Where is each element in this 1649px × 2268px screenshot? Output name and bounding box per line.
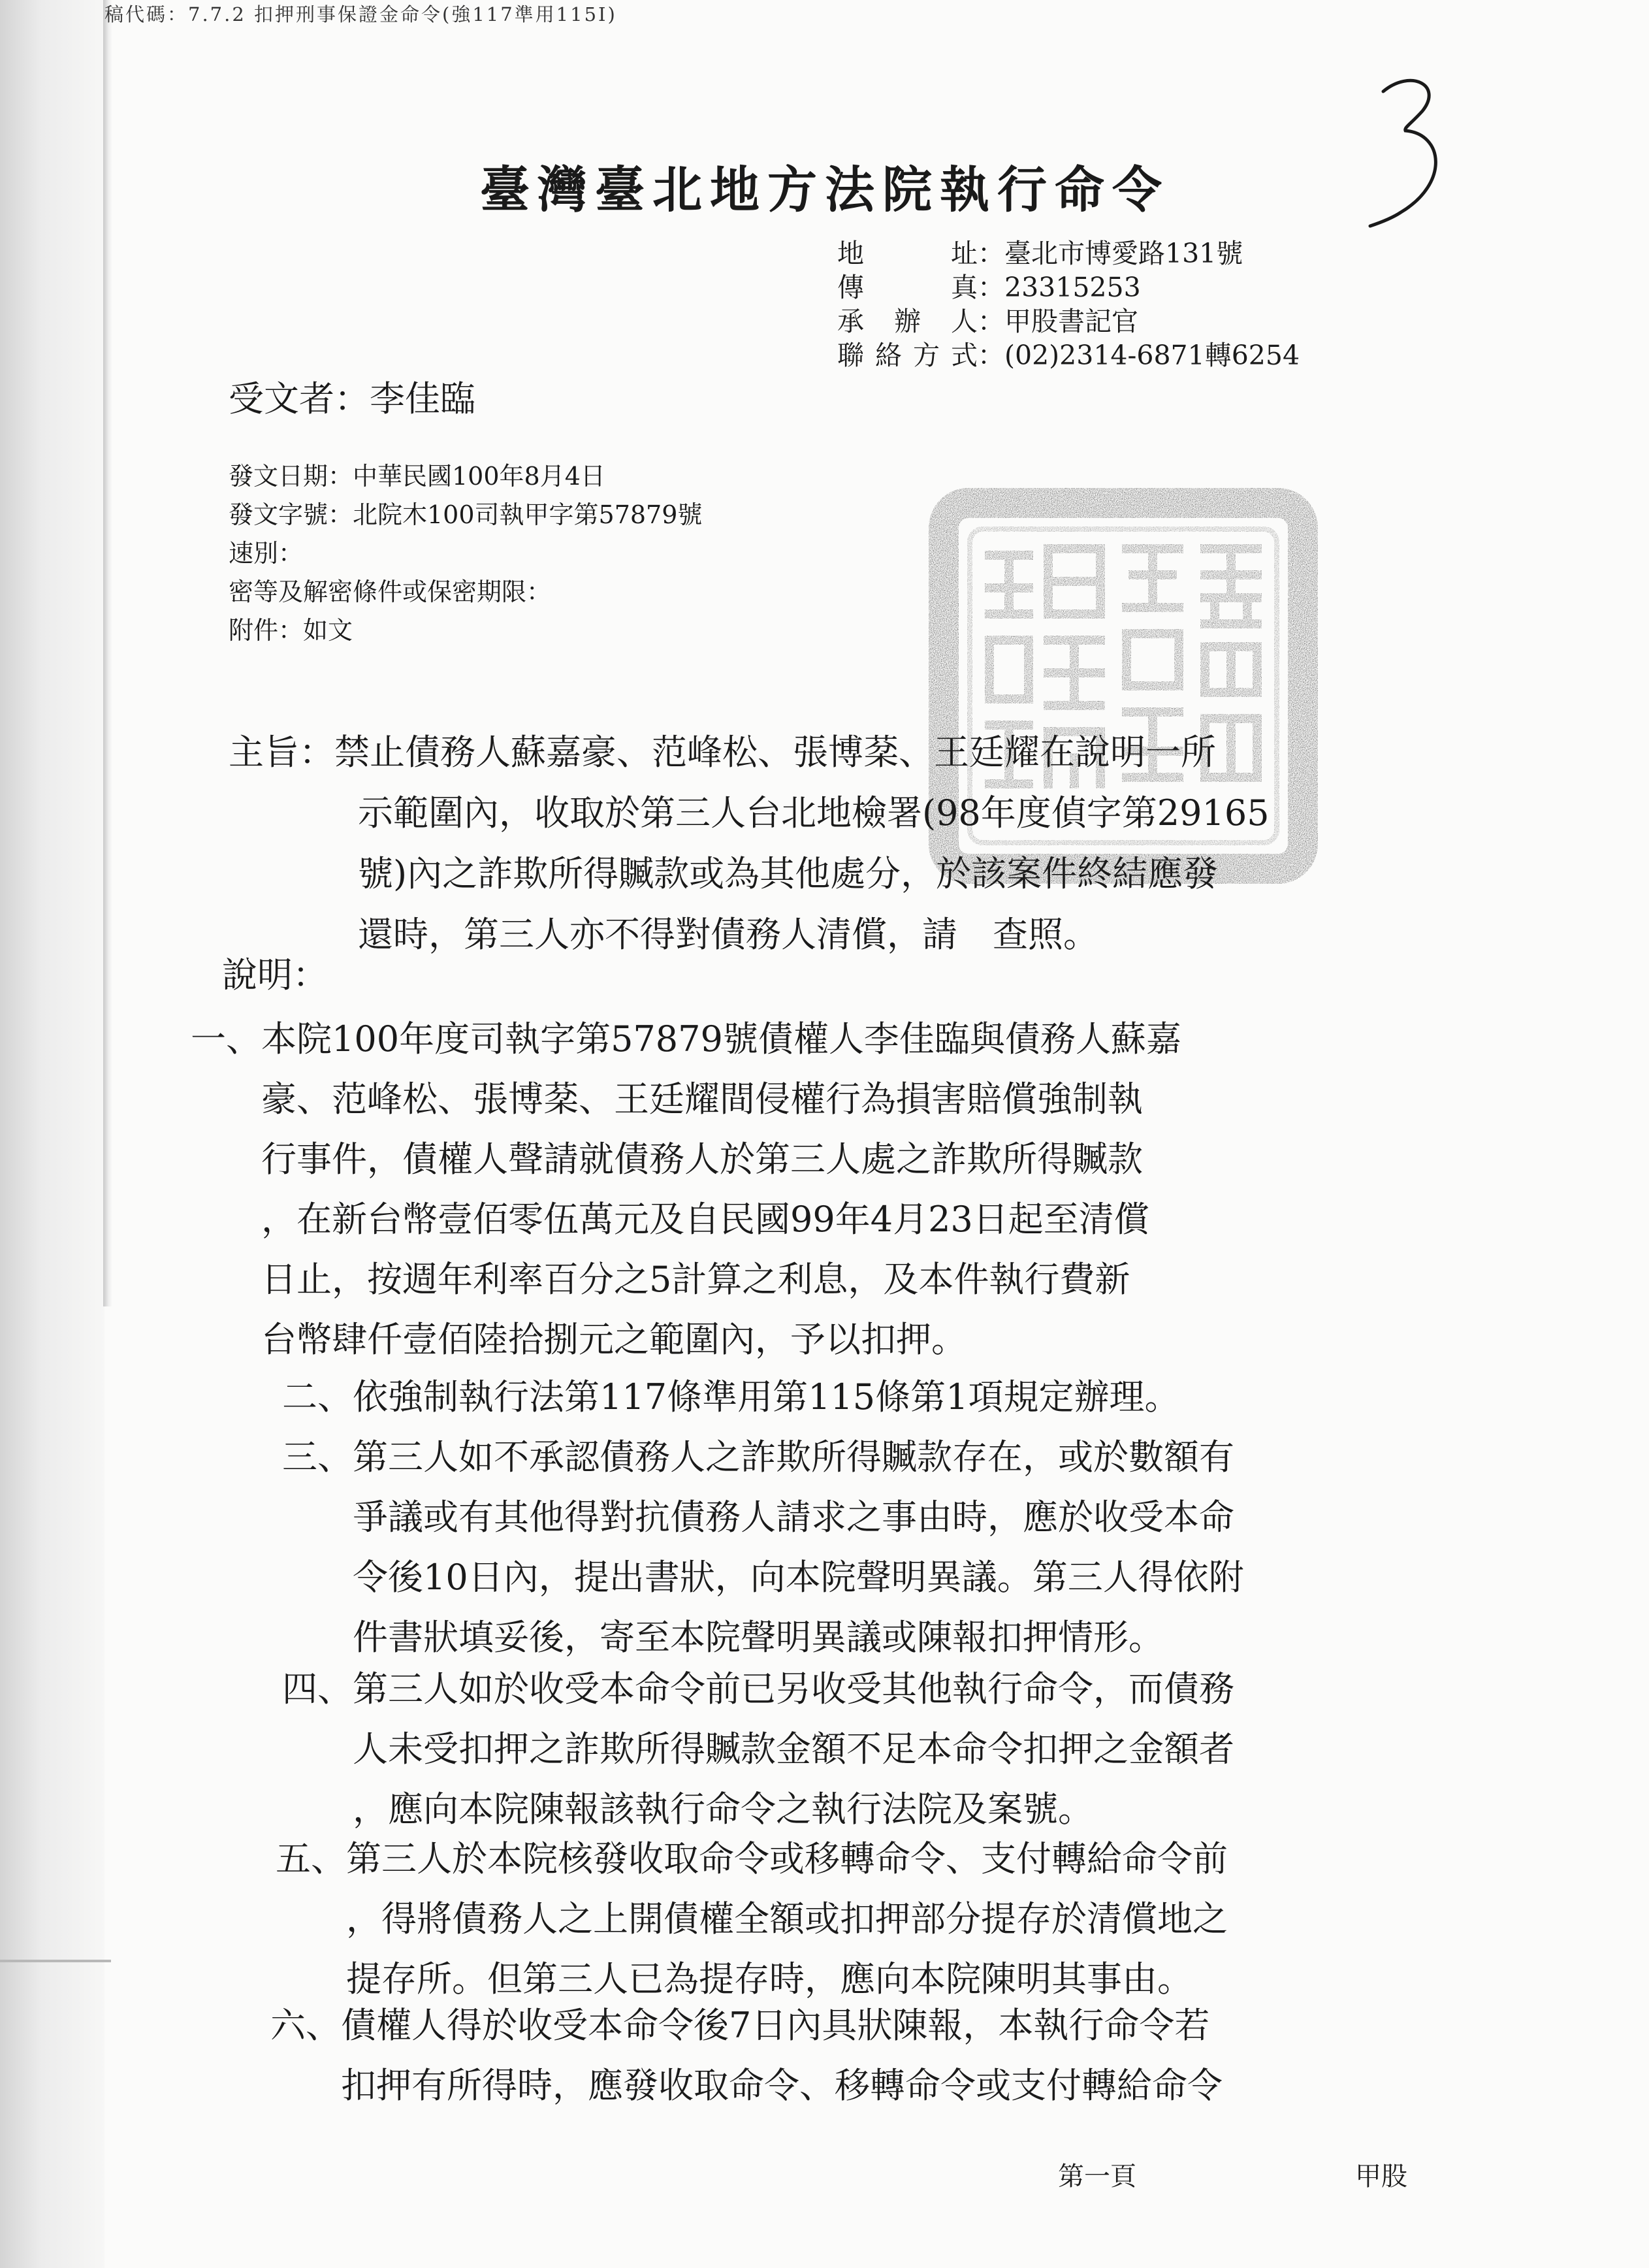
item-number: 五、 [276,1838,346,1879]
explanation-label: 說明： [222,954,328,996]
document-title: 臺灣臺北地方法院執行命令 [480,161,1170,219]
item-number: 三、 [282,1436,353,1478]
item-line: ，得將債務人之上開債權全額或扣押部分提存於清償地之 [346,1898,1228,1939]
item-line: ，在新台幣壹佰零伍萬元及自民國99年4月23日起至清償 [261,1199,1149,1240]
page-number: 第一頁 [1058,2162,1136,2192]
explanation-item-2 [282,1367,1180,1427]
contact-label: 地 址 [837,238,978,269]
secrecy-field: 密等及解密條件或保密期限： [229,577,552,606]
contact-fax-row: 傳 真：23315253 [837,272,1141,303]
recipient: 受文者：李佳臨 [229,378,475,419]
item-line: 人未受扣押之詐欺所得贓款金額不足本命令扣押之金額者 [353,1728,1234,1770]
metadata-block [229,457,702,650]
subject-line: 禁止債務人蘇嘉豪、范峰松、張博棻、王廷耀在說明一所 [334,732,1216,773]
contact-phone-row: 聯絡方式：(02)2314-6871轉6254 [837,340,1300,371]
contact-label: 承辦人 [837,306,978,337]
item-line: ，應向本院陳報該執行命令之執行法院及案號。 [353,1789,1093,1830]
item-number: 一、 [191,1018,261,1060]
item-line: 台幣肆仟壹佰陸拾捌元之範圍內，予以扣押。 [261,1319,967,1360]
subject-line: 還時，第三人亦不得對債務人清償，請 查照。 [358,914,1098,955]
item-line: 令後10日內，提出書狀，向本院聲明異議。第三人得依附 [353,1557,1244,1598]
contact-label: 傳 真 [837,272,978,303]
item-line: 第三人於本院核發收取命令或移轉命令、支付轉給命令前 [346,1838,1228,1879]
contact-label: 聯絡方式 [837,340,978,371]
subject-block [229,722,1270,965]
item-line: 提存所。但第三人已為提存時，應向本院陳明其事由。 [346,1958,1193,2000]
item-number: 二、 [282,1376,353,1418]
item-number: 四、 [282,1668,353,1709]
explanation-item-5 [276,1829,1228,2009]
attachment-field: 附件：如文 [229,616,353,645]
item-number: 六、 [270,2005,341,2046]
reference-number: 發文字號：北院木100司執甲字第57879號 [229,500,703,529]
contact-value: (02)2314-6871轉6254 [1004,340,1300,371]
item-line: 依強制執行法第117條準用第115條第1項規定辦理。 [353,1376,1180,1418]
explanation-item-1 [191,1009,1181,1370]
item-line: 第三人如於收受本命令前已另收受其他執行命令，而債務 [353,1668,1234,1709]
speed-field: 速別： [229,539,304,568]
item-line: 第三人如不承認債務人之詐欺所得贓款存在，或於數額有 [353,1436,1234,1478]
item-line: 爭議或有其他得對抗債務人請求之事由時，應於收受本命 [353,1497,1234,1538]
explanation-item-3 [282,1427,1244,1668]
page-fold-edge [103,0,112,1306]
item-line: 行事件，債權人聲請就債務人於第三人處之詐欺所得贓款 [261,1139,1143,1180]
contact-handler-row: 承辦人：甲股書記官 [837,306,1138,337]
contact-value: 甲股書記官 [1004,306,1138,337]
item-line: 扣押有所得時，應發收取命令、移轉命令或支付轉給命令 [341,2065,1223,2106]
page-fold-line [0,1960,111,1962]
binding-shadow [0,0,104,2268]
item-line: 債權人得於收受本命令後7日內具狀陳報，本執行命令若 [341,2005,1210,2046]
subject-line: 號)內之詐欺所得贓款或為其他處分，於該案件終結應發 [358,853,1219,894]
contact-block [837,236,1300,372]
contact-value: 23315253 [1004,272,1141,303]
subject-line: 示範圍內，收取於第三人台北地檢署(98年度偵字第29165 [358,792,1270,834]
item-line: 本院100年度司執字第57879號債權人李佳臨與債務人蘇嘉 [261,1018,1181,1060]
explanation-item-4 [282,1659,1234,1839]
handwritten-page-mark [1365,72,1456,229]
contact-value: 臺北市博愛路131號 [1004,238,1243,269]
section-label: 甲股 [1355,2162,1407,2192]
item-line: 件書狀填妥後，寄至本院聲明異議或陳報扣押情形。 [353,1617,1164,1658]
issue-date: 發文日期：中華民國100年8月4日 [229,462,605,491]
item-line: 豪、范峰松、張博棻、王廷耀間侵權行為損害賠償強制執 [261,1078,1143,1120]
explanation-item-6 [270,1996,1223,2116]
item-line: 日止，按週年利率百分之5計算之利息，及本件執行費新 [261,1259,1130,1300]
subject-label: 主旨： [229,732,334,773]
contact-address-row: 地 址：臺北市博愛路131號 [837,238,1243,269]
form-code: 稿代碼：7.7.2 扣押刑事保證金命令(強117準用115Ⅰ) [104,3,617,25]
